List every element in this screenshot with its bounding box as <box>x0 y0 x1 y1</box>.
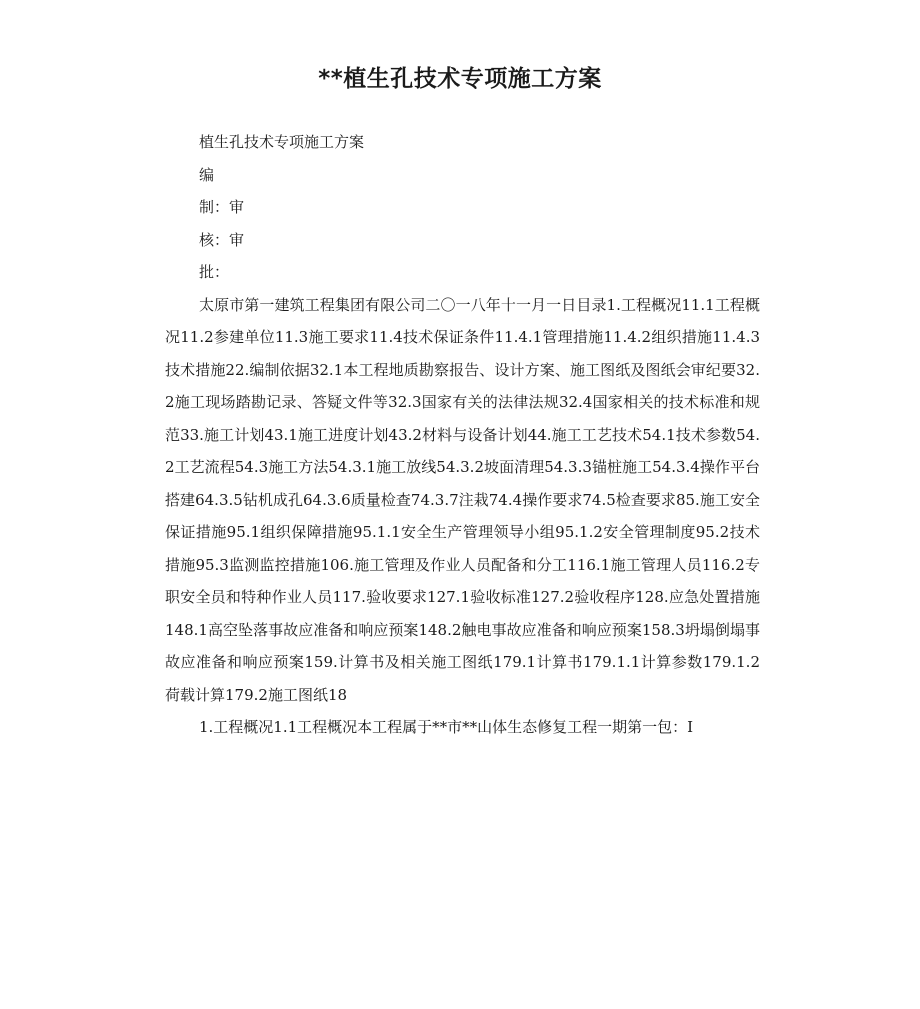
approve-line: 批： <box>199 263 230 281</box>
table-of-contents-paragraph: 太原市第一建筑工程集团有限公司二〇一八年十一月一日目录1.工程概况11.1工程概况11.2参建单位11.3施工要求11.4技术保证条件11.4.1管理措施11.4.2组织措施11.4.3技术措施22.编制依据32.1本工程地质勘察报告、设计方案、施工图纸及图纸会审纪要32.2施工现场踏勘记录、答疑文件等32.3国家有关的法律法规32.4国家相关的技术标准和规范33.施工计划43.1施工进度计划43.2材料与设备计划44.施工工艺技术54.1技术参数54.2工艺流程54.3施工方法54.3.1施工放线54.3.2坡面清理54.3.3锚桩施工54.3.4操作平台搭建64.3.5钻机成孔64.3.6质量检查74.3.7注栽74.4操作要求74.5检查要求85.施工安全保证措施95.1组织保障措施95.1.1安全生产管理领导小组95.1.2安全管理制度95.2技术措施95.3监测监控措施106.施工管理及作业人员配备和分工116.1施工管理人员116.2专职安全员和特种作业人员117.验收要求127.1验收标准127.2验收程序128.应急处置措施148.1高空坠落事故应准备和响应预案148.2触电事故应准备和响应预案158.3坍塌倒塌事故应准备和响应预案159.计算书及相关施工图纸179.1计算书179.1.1计算参数179.1.2荷载计算179.2施工图纸18 <box>165 295 760 704</box>
subtitle-line: 植生孔技术专项施工方案 <box>199 133 365 151</box>
document-body <box>165 126 760 744</box>
compiler-line: 编 <box>199 165 215 184</box>
project-overview-paragraph: 1.工程概况1.1工程概况本工程属于**市**山体生态修复工程一期第一包：Ⅰ <box>199 718 694 736</box>
document-title: **植生孔技术专项施工方案 <box>318 66 602 92</box>
check-line: 核：审 <box>199 230 245 249</box>
review-line: 制：审 <box>199 198 245 216</box>
